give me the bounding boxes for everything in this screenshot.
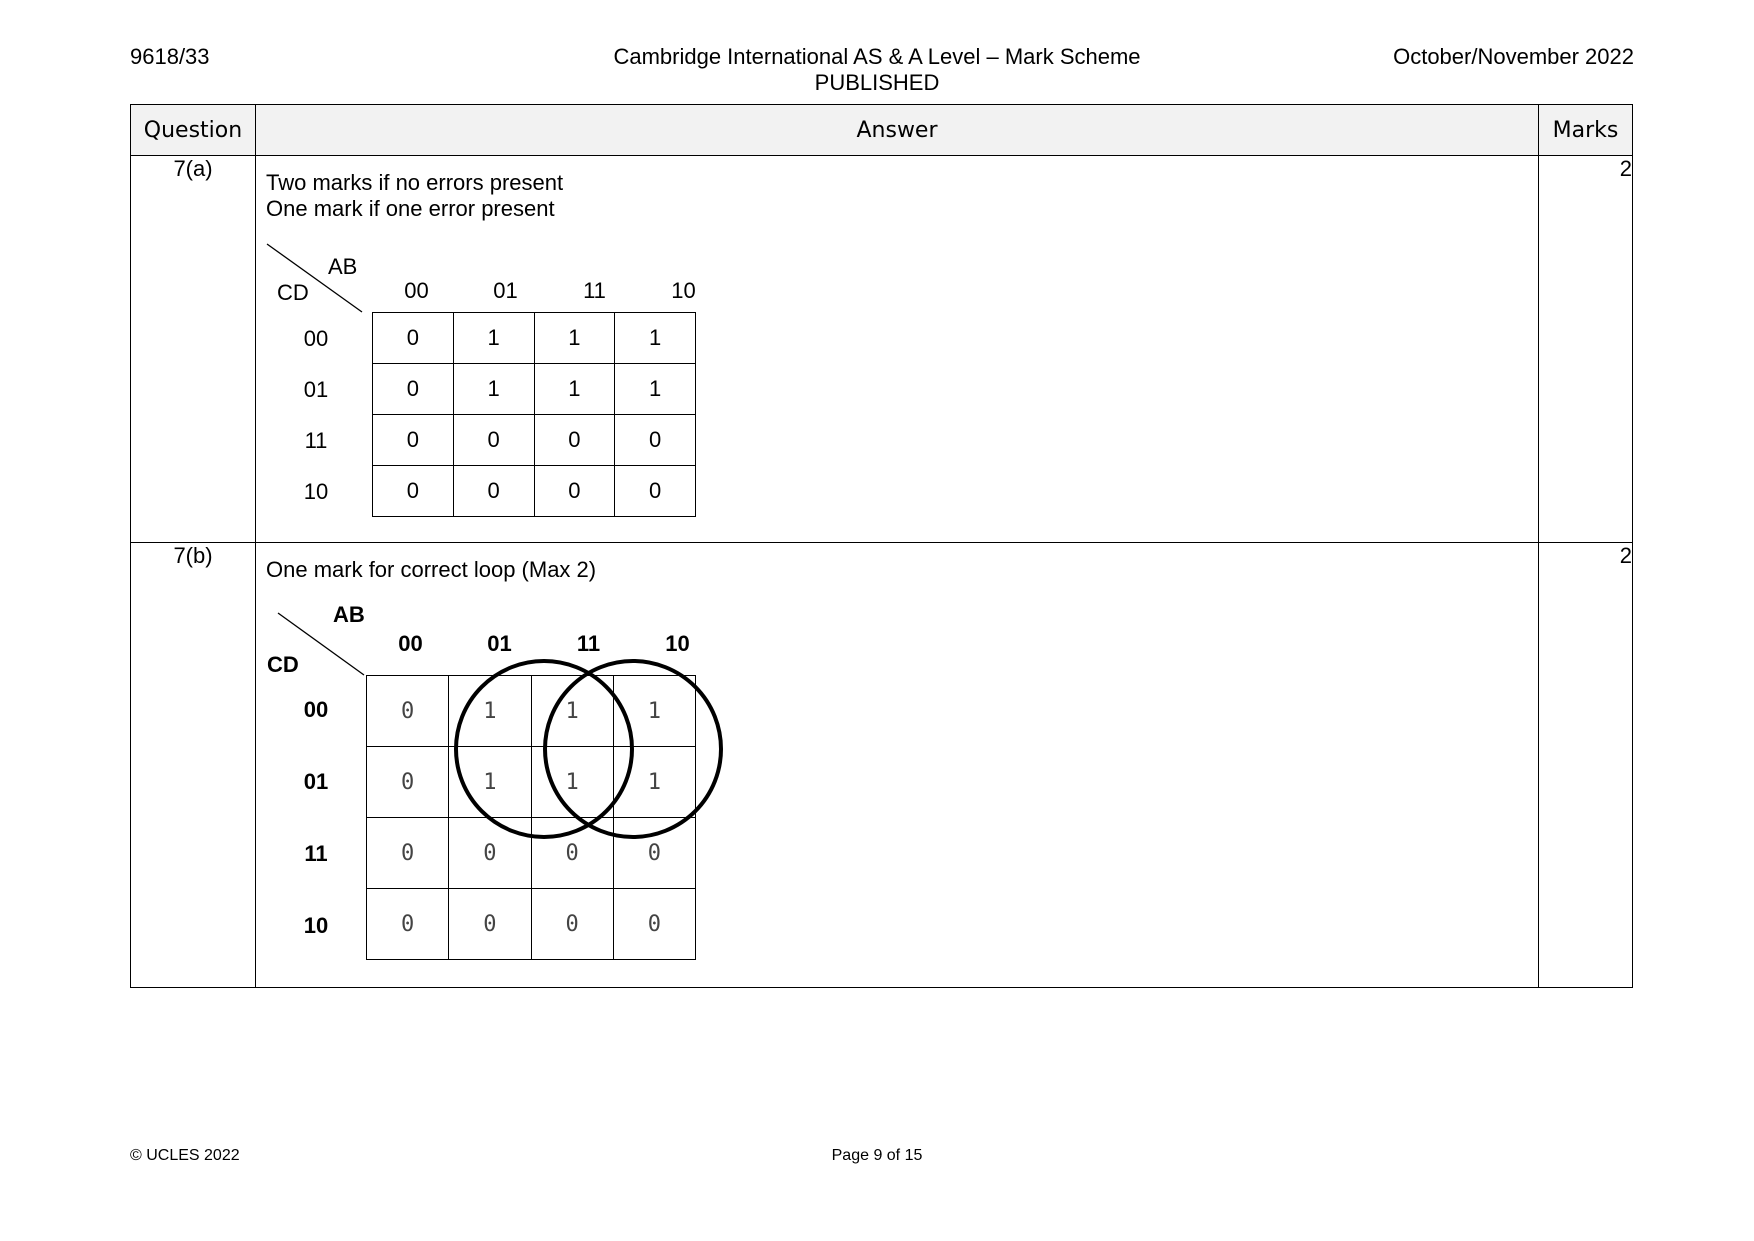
table-row — [131, 156, 1633, 543]
kmap-corner-cd: CD — [267, 652, 299, 677]
kmap-cell: 0 — [367, 747, 449, 818]
kmap-cell: 1 — [453, 313, 534, 364]
page-number: Page 9 of 15 — [831, 1147, 923, 1164]
answer-cell — [256, 543, 1539, 988]
kmap-column-label: 10 — [665, 631, 690, 656]
kmap-cell: 1 — [453, 364, 534, 415]
answer-line: Two marks if no errors present — [266, 170, 564, 195]
kmap-cell: 1 — [531, 747, 613, 818]
copyright: © UCLES 2022 — [130, 1147, 240, 1164]
kmap-cell: 1 — [613, 747, 695, 818]
kmap-cell: 0 — [613, 818, 695, 889]
kmap-cell: 0 — [373, 364, 454, 415]
question-column-header: Question — [131, 105, 256, 156]
marks-value: 2 — [1539, 543, 1633, 988]
kmap-cell: 0 — [373, 466, 454, 517]
question-number: 7(b) — [131, 543, 256, 988]
kmap-cell: 0 — [373, 415, 454, 466]
question-number: 7(a) — [131, 156, 256, 543]
kmap-cell: 1 — [534, 364, 615, 415]
kmap-cell: 0 — [453, 466, 534, 517]
kmap-grid-row — [373, 415, 696, 466]
kmap-cell: 0 — [453, 415, 534, 466]
answer-line: One mark if one error present — [266, 196, 555, 221]
kmap-cell: 1 — [613, 676, 695, 747]
kmap-corner-ab: AB — [328, 254, 358, 279]
kmap-corner-cd: CD — [277, 280, 309, 305]
marks-value: 2 — [1539, 156, 1633, 543]
table-header-row — [131, 105, 1633, 156]
document-title: Cambridge International AS & A Level – Mark Scheme — [613, 44, 1141, 69]
answer-text — [266, 170, 563, 222]
answer-cell — [256, 156, 1539, 543]
kmap-column-label: 00 — [404, 278, 429, 303]
kmap-row-label: 01 — [303, 769, 329, 794]
kmap-column-label: 01 — [493, 278, 518, 303]
karnaugh-map — [266, 242, 696, 532]
kmap-cell: 0 — [449, 889, 531, 960]
kmap-cell: 0 — [615, 415, 696, 466]
kmap-cell: 1 — [531, 676, 613, 747]
kmap-column-label: 11 — [576, 631, 601, 656]
kmap-cell: 1 — [615, 313, 696, 364]
kmap-grid — [372, 312, 696, 517]
kmap-row-label: 10 — [303, 479, 329, 504]
kmap-cell: 0 — [531, 818, 613, 889]
kmap-row-label: 01 — [303, 377, 329, 402]
exam-session: October/November 2022 — [1393, 44, 1634, 69]
answer-column-header: Answer — [256, 105, 1539, 156]
kmap-cell: 0 — [449, 818, 531, 889]
kmap-row-label: 00 — [303, 697, 329, 722]
kmap-cell: 0 — [373, 313, 454, 364]
kmap-cell: 0 — [367, 676, 449, 747]
kmap-grid-row — [373, 466, 696, 517]
answer-line: One mark for correct loop (Max 2) — [266, 557, 597, 582]
marks-column-header: Marks — [1539, 105, 1633, 156]
kmap-grid-row — [373, 364, 696, 415]
table-row — [131, 543, 1633, 988]
published-label: PUBLISHED — [814, 70, 940, 95]
karnaugh-map-with-loops — [266, 599, 696, 939]
kmap-column-label: 00 — [398, 631, 423, 656]
kmap-cell: 0 — [531, 889, 613, 960]
kmap-cell: 0 — [367, 889, 449, 960]
kmap-cell: 0 — [615, 466, 696, 517]
kmap-row-label: 00 — [303, 326, 329, 351]
paper-code: 9618/33 — [130, 44, 210, 69]
kmap-cell: 0 — [367, 818, 449, 889]
kmap-cell: 0 — [534, 415, 615, 466]
kmap-cell: 1 — [449, 676, 531, 747]
kmap-row-label: 11 — [304, 428, 328, 453]
kmap-column-label: 10 — [671, 278, 696, 303]
kmap-cell: 0 — [613, 889, 695, 960]
kmap-cell: 1 — [534, 313, 615, 364]
kmap-cell: 1 — [615, 364, 696, 415]
kmap-column-label: 01 — [487, 631, 512, 656]
kmap-row-label: 11 — [304, 841, 328, 866]
kmap-corner-ab: AB — [333, 602, 365, 627]
kmap-cell: 1 — [449, 747, 531, 818]
kmap-loops — [266, 599, 696, 939]
kmap-column-label: 11 — [583, 278, 606, 303]
kmap-grid-row — [373, 313, 696, 364]
kmap-row-label: 10 — [303, 913, 329, 938]
answer-text — [266, 557, 596, 583]
kmap-cell: 0 — [534, 466, 615, 517]
mark-scheme-table — [130, 104, 1633, 988]
